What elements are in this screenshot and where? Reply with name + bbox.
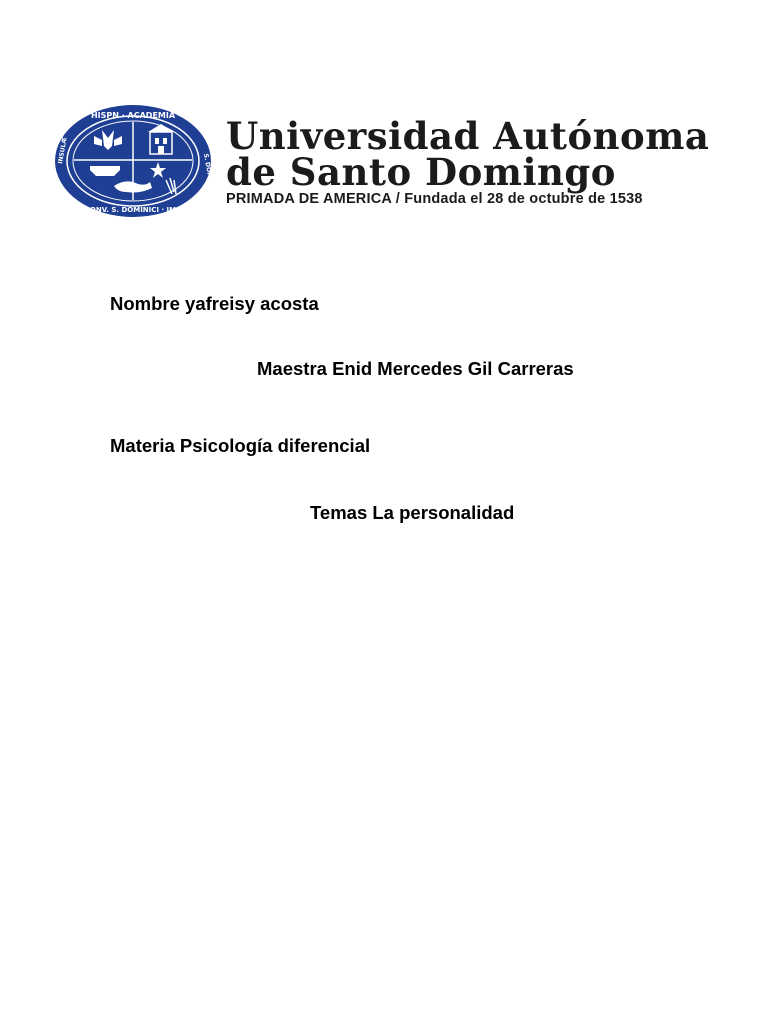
svg-text:S. DOMINICI: S. DOMINICI <box>202 153 217 195</box>
svg-text:INSULÆ: INSULÆ <box>57 136 69 165</box>
university-name-line-1: Universidad Autónoma <box>226 114 710 158</box>
svg-text:CONV. S. DOMINICI · IMP: CONV. S. DOMINICI · IMP <box>84 206 182 214</box>
university-tagline: PRIMADA DE AMERICA / Fundada el 28 de octubre de 1538 <box>226 191 643 207</box>
teacher-name-line: Maestra Enid Mercedes Gil Carreras <box>257 358 574 379</box>
student-name-line: Nombre yafreisy acosta <box>110 293 319 314</box>
university-name-line-2: de Santo Domingo <box>226 150 616 194</box>
document-header <box>0 0 768 230</box>
subject-line: Materia Psicología diferencial <box>110 435 371 456</box>
svg-text:HISPN · ACADEMIA: HISPN · ACADEMIA <box>90 111 176 120</box>
topic-line: Temas La personalidad <box>310 502 515 523</box>
university-seal-logo <box>54 104 217 218</box>
